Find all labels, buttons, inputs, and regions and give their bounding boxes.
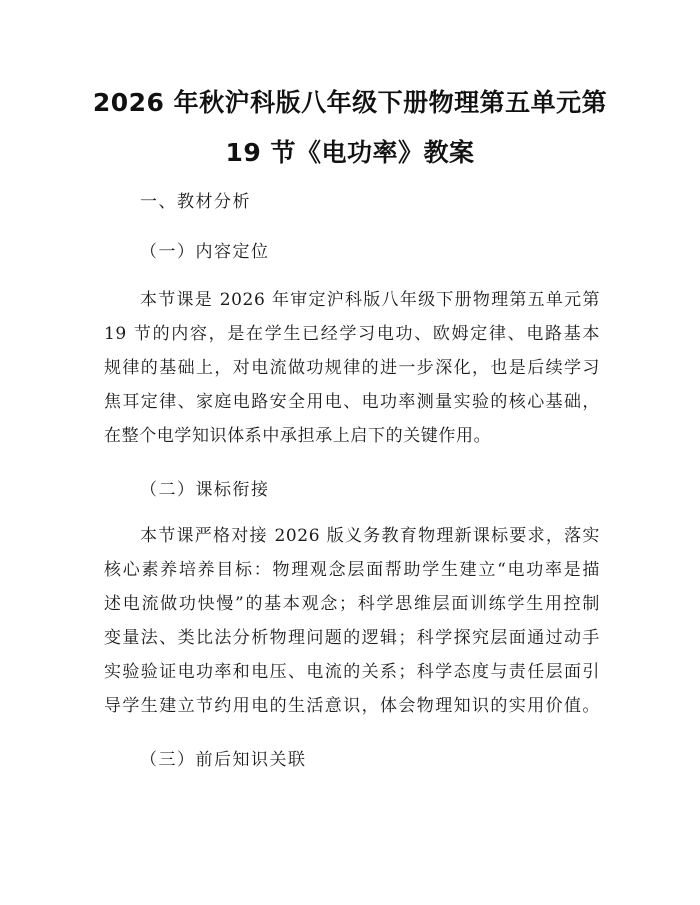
paragraph-line: 本节课严格对接 2026 版义务教育物理新课标要求，落实	[140, 526, 600, 546]
paragraph-line: 导学生建立节约用电的生活意识，体会物理知识的实用价值。	[104, 696, 600, 716]
subsection-heading-knowledge-connection: （三）前后知识关联	[140, 750, 307, 770]
subsection-heading-content-positioning: （一）内容定位	[140, 242, 270, 262]
paragraph-line: 在整个电学知识体系中承担承上启下的关键作用。	[104, 426, 492, 446]
paragraph-line: 变量法、类比法分析物理问题的逻辑；科学探究层面通过动手	[104, 628, 600, 648]
paragraph-line: 核心素养培养目标：物理观念层面帮助学生建立“电功率是描	[104, 560, 600, 580]
paragraph-line: 19 节的内容，是在学生已经学习电功、欧姆定律、电路基本	[104, 324, 600, 344]
paragraph-line: 实验验证电功率和电压、电流的关系；科学态度与责任层面引	[104, 662, 600, 682]
subsection-heading-curriculum-alignment: （二）课标衔接	[140, 480, 270, 500]
document-title-line-1: 2026 年秋沪科版八年级下册物理第五单元第	[92, 88, 608, 117]
document-title-line-2: 19 节《电功率》教案	[225, 138, 475, 167]
paragraph-line: 述电流做功快慢”的基本观念；科学思维层面训练学生用控制	[104, 594, 600, 614]
paragraph-line: 规律的基础上，对电流做功规律的进一步深化，也是后续学习	[104, 358, 600, 378]
section-heading-teaching-material-analysis: 一、教材分析	[140, 192, 251, 212]
paragraph-line: 焦耳定律、家庭电路安全用电、电功率测量实验的核心基础，	[104, 392, 600, 412]
paragraph-line: 本节课是 2026 年审定沪科版八年级下册物理第五单元第	[140, 290, 600, 310]
